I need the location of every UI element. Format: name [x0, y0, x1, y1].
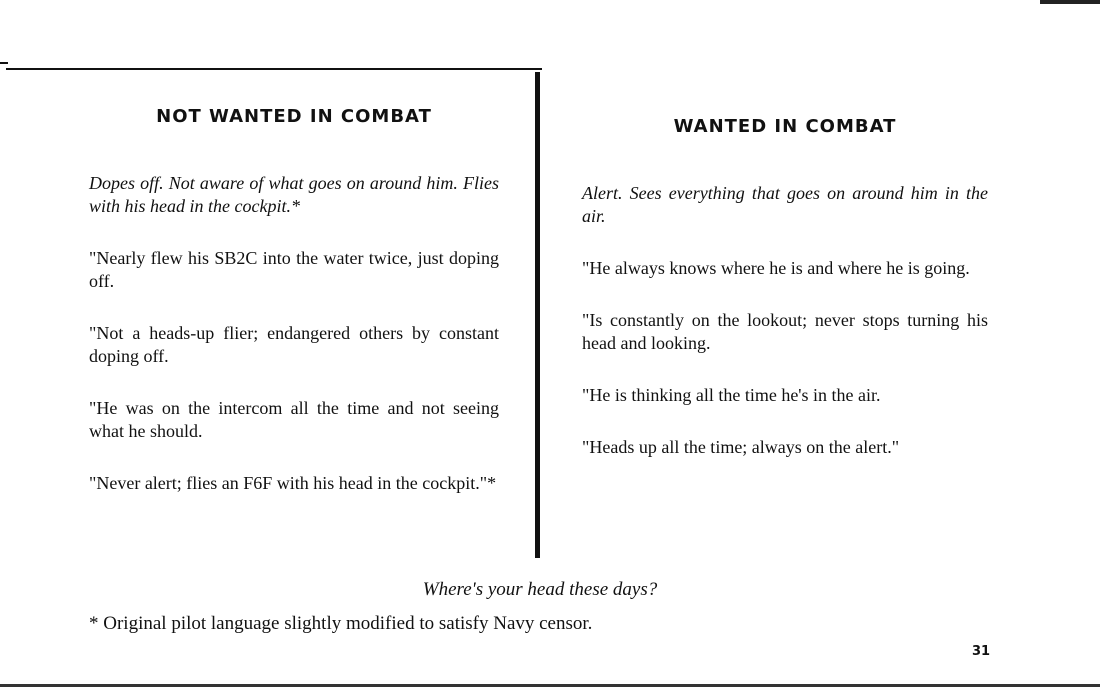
footnote: * Original pilot language slightly modified to satisfy Navy censor.	[89, 613, 593, 634]
not-wanted-heading: NOT WANTED IN COMBAT	[156, 106, 432, 127]
wanted-heading: WANTED IN COMBAT	[673, 116, 897, 137]
not-wanted-summary: Dopes off. Not aware of what goes on around him. Flies with his head in the cockpit.*	[89, 173, 499, 216]
page-number: 31	[972, 644, 991, 659]
wanted-quote: "Heads up all the time; always on the alert."	[582, 437, 900, 457]
wanted-column	[582, 114, 988, 488]
top-right-edge-mark	[1040, 0, 1100, 4]
wanted-quote: "Is constantly on the lookout; never stops turning his head and looking.	[582, 310, 988, 353]
not-wanted-quote: "Not a heads-up flier; endangered others by constant doping off.	[89, 323, 499, 366]
not-wanted-quote: "He was on the intercom all the time and not seeing what he should.	[89, 398, 499, 441]
wanted-quote: "He is thinking all the time he's in the air.	[582, 385, 881, 405]
column-divider	[535, 72, 540, 558]
not-wanted-quote: "Nearly flew his SB2C into the water twice, just doping off.	[89, 248, 499, 291]
wanted-quote: "He always knows where he is and where he is going.	[582, 258, 970, 278]
top-horizontal-rule	[6, 68, 542, 70]
not-wanted-quote: "Never alert; flies an F6F with his head in the cockpit."*	[89, 473, 497, 493]
wanted-summary: Alert. Sees everything that goes on around him in the air.	[582, 183, 988, 226]
not-wanted-column	[89, 104, 499, 524]
top-rule-tick	[0, 62, 8, 64]
tagline: Where's your head these days?	[422, 579, 658, 600]
